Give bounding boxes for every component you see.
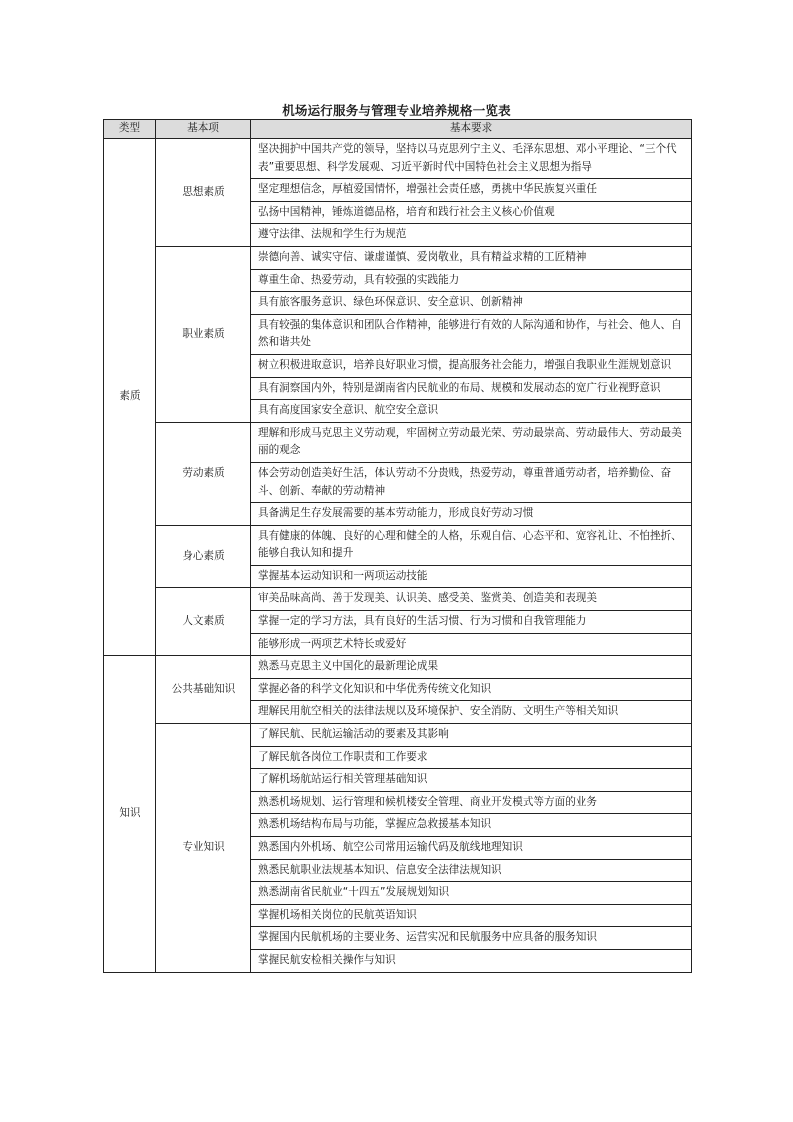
spec-table	[103, 119, 692, 973]
table-row	[104, 656, 692, 679]
header-type: 类型	[104, 120, 156, 139]
requirement-cell: 了解机场航站运行相关管理基础知识	[251, 769, 692, 792]
requirement-cell: 体会劳动创造美好生活，体认劳动不分贵贱，热爱劳动，尊重普通劳动者，培养勤俭、奋斗、创新、奉献的劳动精神	[251, 462, 692, 502]
header-row	[104, 120, 692, 139]
requirement-cell: 具备满足生存发展需要的基本劳动能力，形成良好劳动习惯	[251, 503, 692, 526]
requirement-cell: 理解民用航空相关的法律法规以及环境保护、安全消防、文明生产等相关知识	[251, 701, 692, 724]
item-cell: 职业素质	[156, 246, 251, 422]
item-cell: 身心素质	[156, 525, 251, 588]
requirement-cell: 具有洞察国内外，特别是湖南省内民航业的布局、规模和发展动态的宽广行业视野意识	[251, 377, 692, 400]
header-req: 基本要求	[251, 120, 692, 139]
type-cell: 知识	[104, 656, 156, 972]
requirement-cell: 坚定理想信念，厚植爱国情怀，增强社会责任感，勇挑中华民族复兴重任	[251, 179, 692, 202]
requirement-cell: 具有健康的体魄、良好的心理和健全的人格，乐观自信、心态平和、宽容礼让、不怕挫折、能够自我认知和提升	[251, 525, 692, 565]
requirement-cell: 具有旅客服务意识、绿色环保意识、安全意识、创新精神	[251, 292, 692, 315]
requirement-cell: 尊重生命、热爱劳动，具有较强的实践能力	[251, 269, 692, 292]
header-item: 基本项	[156, 120, 251, 139]
table-row	[104, 588, 692, 611]
type-cell: 素质	[104, 139, 156, 656]
requirement-cell: 具有较强的集体意识和团队合作精神，能够进行有效的人际沟通和协作，与社会、他人、自然和谐共处	[251, 314, 692, 354]
requirement-cell: 审美品味高尚、善于发现美、认识美、感受美、鉴赏美、创造美和表现美	[251, 588, 692, 611]
table-header	[104, 120, 692, 139]
item-cell: 思想素质	[156, 139, 251, 247]
table-row	[104, 525, 692, 565]
requirement-cell: 掌握基本运动知识和一两项运动技能	[251, 565, 692, 588]
requirement-cell: 理解和形成马克思主义劳动观，牢固树立劳动最光荣、劳动最崇高、劳动最伟大、劳动最美丽的观念	[251, 422, 692, 462]
item-cell: 人文素质	[156, 588, 251, 656]
page-title: 机场运行服务与管理专业培养规格一览表	[282, 103, 511, 118]
requirement-cell: 坚决拥护中国共产党的领导，坚持以马克思列宁主义、毛泽东思想、邓小平理论、“三个代表”重要思想、科学发展观、习近平新时代中国特色社会主义思想为指导	[251, 139, 692, 179]
item-cell: 公共基础知识	[156, 656, 251, 724]
requirement-cell: 了解民航各岗位工作职责和工作要求	[251, 746, 692, 769]
table-body	[104, 139, 692, 973]
requirement-cell: 掌握一定的学习方法，具有良好的生活习惯、行为习惯和自我管理能力	[251, 611, 692, 634]
requirement-cell: 掌握国内民航机场的主要业务、运营实况和民航服务中应具备的服务知识	[251, 927, 692, 950]
requirement-cell: 树立积极进取意识，培养良好职业习惯，提高服务社会能力，增强自我职业生涯规划意识	[251, 354, 692, 377]
requirement-cell: 能够形成一两项艺术特长或爱好	[251, 633, 692, 656]
requirement-cell: 了解民航、民航运输活动的要素及其影响	[251, 724, 692, 747]
requirement-cell: 熟悉马克思主义中国化的最新理论成果	[251, 656, 692, 679]
requirement-cell: 弘扬中国精神，锤炼道德品格，培育和践行社会主义核心价值观	[251, 201, 692, 224]
requirement-cell: 崇德向善、诚实守信、谦虚谨慎、爱岗敬业，具有精益求精的工匠精神	[251, 246, 692, 269]
requirement-cell: 掌握机场相关岗位的民航英语知识	[251, 904, 692, 927]
item-cell: 劳动素质	[156, 422, 251, 525]
requirement-cell: 掌握必备的科学文化知识和中华优秀传统文化知识	[251, 678, 692, 701]
table-row	[104, 246, 692, 269]
requirement-cell: 掌握民航安检相关操作与知识	[251, 949, 692, 972]
table-row	[104, 422, 692, 462]
requirement-cell: 熟悉国内外机场、航空公司常用运输代码及航线地理知识	[251, 837, 692, 860]
requirement-cell: 熟悉湖南省民航业“十四五”发展规划知识	[251, 882, 692, 905]
requirement-cell: 具有高度国家安全意识、航空安全意识	[251, 400, 692, 423]
requirement-cell: 熟悉民航职业法规基本知识、信息安全法律法规知识	[251, 859, 692, 882]
table-row	[104, 724, 692, 747]
requirement-cell: 熟悉机场规划、运行管理和候机楼安全管理、商业开发模式等方面的业务	[251, 791, 692, 814]
requirement-cell: 遵守法律、法规和学生行为规范	[251, 224, 692, 247]
requirement-cell: 熟悉机场结构布局与功能，掌握应急救援基本知识	[251, 814, 692, 837]
item-cell: 专业知识	[156, 724, 251, 973]
table-row	[104, 139, 692, 179]
